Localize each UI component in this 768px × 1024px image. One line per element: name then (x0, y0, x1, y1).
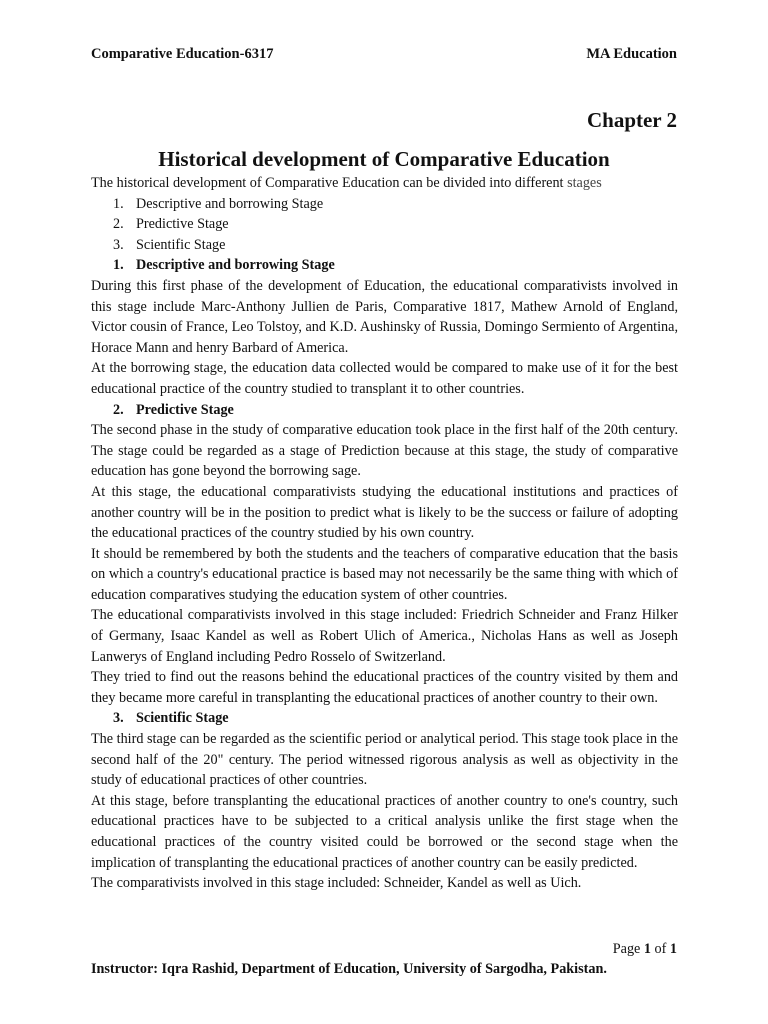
list-item: 2. Predictive Stage (113, 216, 229, 233)
paragraph: The second phase in the study of comparative education took place in the first half of the 20th century. The stage could be regarded as a stage of Prediction because at this stage, the study of comparative education has gone beyond the borrowing sage. (91, 422, 678, 480)
paragraph: The third stage can be regarded as the scientific period or analytical period. This stage took place in the second half of the 20" century. The period witnessed rigorous analysis as well as objectivity in the study of educational practices of other countries. (91, 731, 678, 789)
section-heading: 1. Descriptive and borrowing Stage (113, 257, 335, 274)
document-body (91, 173, 678, 894)
paragraph: At this stage, the educational comparativists studying the educational institutions and practices of another country will be in the position to predict what is likely to be the success or failure of adopting the educational practices of the country studied by his own country. (91, 483, 678, 542)
paragraph: During this first phase of the development of Education, the educational comparativists involved in this stage include Marc-Anthony Jullien de Paris, Comparative 1817, Mathew Arnold of England, Victor cousin of France, Leo Tolstoy, and K.D. Aushinsky of Russia, Domingo Sermiento of Argentina, Horace Mann and henry Barbard of America. (91, 277, 678, 356)
instructor-footer: Instructor: Iqra Rashid, Department of Education, University of Sargodha, Pakistan. (91, 961, 607, 977)
paragraph: The comparativists involved in this stage included: Schneider, Kandel as well as Uich. (91, 875, 582, 892)
paragraph: At the borrowing stage, the education data collected would be compared to make use of it for the best educational practice of the country studied to transplant it to other countries. (91, 360, 678, 397)
page-number: Page 1 of 1 (612, 941, 677, 957)
paragraph: At this stage, before transplanting the educational practices of another country to one's country, such educational practices have to be subjected to a critical analysis unlike the first stage when the educational practices of the country visited could be borrowed or the second stage when the implication of transplanting the educational practices of another country can be easily predicted. (91, 792, 678, 871)
chapter-label: Chapter 2 (586, 108, 677, 132)
paragraph: The educational comparativists involved in this stage included: Friedrich Schneider and Franz Hilker of Germany, Isaac Kandel as well as Robert Ulich of America., Nicholas Hans as well as Joseph Lanwerys of England including Pedro Rosselo of Switzerland. (91, 607, 678, 665)
list-item: 3. Scientific Stage (113, 236, 226, 253)
header-course: Comparative Education-6317 (91, 46, 274, 62)
paragraph: They tried to find out the reasons behind the educational practices of the country visited by them and they became more careful in transplanting the educational practices of another country to their own. (91, 669, 678, 706)
section-heading: 2. Predictive Stage (113, 401, 234, 418)
page-title: Historical development of Comparative Education (158, 147, 610, 171)
section-heading: 3. Scientific Stage (113, 710, 229, 727)
list-item: 1. Descriptive and borrowing Stage (113, 195, 324, 212)
paragraph: It should be remembered by both the students and the teachers of comparative education that the basis on which a country's educational practice is based may not necessarily be the same thing with which of education comparatives studying the education system of other countries. (91, 545, 678, 603)
stages-list (91, 194, 678, 256)
header-program: MA Education (586, 46, 677, 62)
page-header (91, 46, 677, 63)
intro-paragraph: The historical development of Comparative Education can be divided into different stages (91, 175, 602, 191)
